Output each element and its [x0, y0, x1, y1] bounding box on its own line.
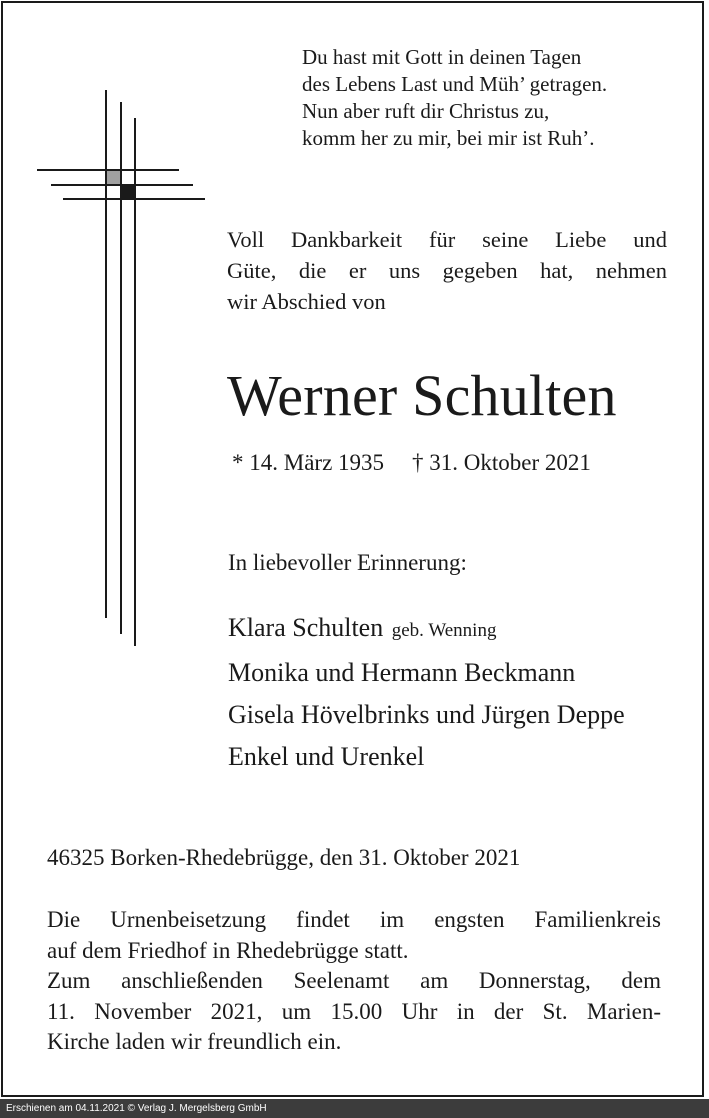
death-date: † 31. Oktober 2021 — [412, 450, 591, 475]
life-dates — [232, 448, 591, 478]
intro-line: Güte, die er uns gegeben hat, nehmen — [227, 258, 667, 283]
funeral-info — [47, 905, 661, 1058]
poem-line: Nun aber ruft dir Christus zu, — [302, 99, 550, 123]
intro-text — [227, 224, 667, 317]
birth-date: * 14. März 1935 — [232, 450, 385, 475]
maiden-name-note: geb. Wenning — [391, 620, 497, 641]
place-date: 46325 Borken-Rhedebrügge, den 31. Oktober 2021 — [47, 845, 521, 870]
poem — [302, 44, 607, 152]
mourner-name: Klara Schulten — [228, 613, 384, 642]
cross-horizontal-3 — [63, 198, 205, 200]
cross-square-black — [122, 186, 134, 198]
mourners-list — [228, 607, 625, 778]
mourner-line: Enkel und Urenkel — [228, 742, 425, 771]
intro-line: wir Abschied von — [227, 289, 386, 314]
deceased-name: Werner Schulten — [227, 363, 617, 428]
poem-line: Du hast mit Gott in deinen Tagen — [302, 45, 582, 69]
poem-line: komm her zu mir, bei mir ist Ruh’. — [302, 126, 595, 150]
cross-vertical-2 — [120, 102, 122, 634]
publication-footer: Erschienen am 04.11.2021 © Verlag J. Mergelsberg GmbH — [0, 1099, 709, 1118]
memory-heading: In liebevoller Erinnerung: — [228, 550, 467, 575]
mourner-line: Monika und Hermann Beckmann — [228, 658, 576, 687]
info-line: Die Urnenbeisetzung findet im engsten Familienkreis — [47, 907, 661, 932]
info-line: Zum anschließenden Seelenamt am Donnerstag, dem — [47, 968, 661, 993]
poem-line: des Lebens Last und Müh’ getragen. — [302, 72, 608, 96]
info-line: 11. November 2021, um 15.00 Uhr in der St. Marien- — [47, 998, 661, 1024]
intro-line: Voll Dankbarkeit für seine Liebe und — [227, 227, 667, 252]
info-line: auf dem Friedhof in Rhedebrügge statt. — [47, 937, 409, 963]
cross-square-gray — [107, 171, 120, 184]
info-line: Kirche laden wir freundlich ein. — [47, 1029, 342, 1054]
mourner-line — [228, 607, 625, 652]
mourner-line: Gisela Hövelbrinks und Jürgen Deppe — [228, 700, 625, 729]
